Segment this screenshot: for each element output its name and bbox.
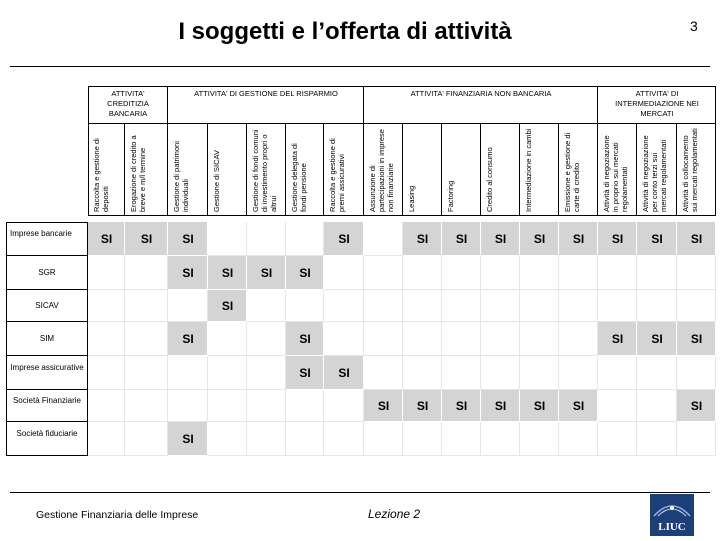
si-mark: SI — [572, 399, 585, 413]
table-cell — [324, 256, 364, 290]
si-mark: SI — [533, 399, 546, 413]
table-cell — [168, 356, 208, 390]
si-mark: SI — [494, 232, 507, 246]
si-mark: SI — [140, 232, 153, 246]
si-mark: SI — [690, 399, 703, 413]
table-cell — [559, 322, 598, 356]
si-mark: SI — [299, 266, 311, 280]
row-label: Imprese bancarie — [10, 229, 72, 238]
column-label: Raccolta e gestione di depositi — [92, 138, 110, 212]
table-cell — [88, 390, 125, 422]
table-cell — [324, 322, 364, 356]
group-label: ATTIVITA' DI GESTIONE DEL RISPARMIO — [194, 89, 338, 98]
table-cell — [403, 256, 442, 290]
table-cell — [403, 422, 442, 456]
footer-course: Gestione Finanziaria delle Imprese — [36, 509, 199, 521]
si-mark: SI — [182, 266, 194, 280]
table-cell — [208, 422, 247, 456]
table-cell — [247, 290, 286, 322]
table-cell — [324, 422, 364, 456]
table-cell — [637, 256, 677, 290]
si-mark: SI — [182, 332, 194, 346]
table-cell — [403, 322, 442, 356]
row-label-cell — [6, 390, 88, 422]
table-cell — [520, 322, 559, 356]
si-mark: SI — [221, 266, 234, 280]
table-cell — [559, 256, 598, 290]
table-cell — [208, 322, 247, 356]
table-cell — [364, 222, 403, 256]
column-label: Gestione di SICAV — [212, 150, 221, 212]
row-label: Società fiduciarie — [16, 429, 78, 438]
title-divider — [10, 66, 710, 67]
si-mark: SI — [221, 299, 234, 313]
table-cell — [481, 356, 520, 390]
table-cell — [598, 256, 637, 290]
si-mark: SI — [533, 232, 546, 246]
table-cell — [403, 356, 442, 390]
si-mark: SI — [690, 332, 703, 346]
table-cell — [125, 390, 168, 422]
si-mark: SI — [182, 232, 194, 246]
table-cell — [125, 290, 168, 322]
table-cell — [520, 256, 559, 290]
si-mark: SI — [572, 232, 585, 246]
table-cell — [247, 322, 286, 356]
column-label: Erogazione di credito a breve e m/l termine — [129, 135, 147, 212]
table-cell — [442, 290, 481, 322]
table-cell — [247, 390, 286, 422]
row-label: SGR — [38, 268, 56, 277]
table-cell — [559, 422, 598, 456]
si-mark: SI — [299, 366, 311, 380]
table-cell — [88, 290, 125, 322]
si-mark: SI — [651, 232, 663, 246]
table-cell — [125, 422, 168, 456]
row-label: Società Finanziarie — [12, 396, 82, 405]
table-cell — [364, 322, 403, 356]
table-cell — [637, 422, 677, 456]
table-cell — [442, 356, 481, 390]
column-label: Raccolta e gestione di premi assicurativi — [328, 138, 346, 212]
table-cell — [208, 356, 247, 390]
table-cell — [88, 256, 125, 290]
table-cell — [247, 356, 286, 390]
table-cell — [324, 290, 364, 322]
si-mark: SI — [100, 232, 113, 246]
si-mark: SI — [455, 232, 468, 246]
table-cell — [364, 422, 403, 456]
si-mark: SI — [416, 399, 429, 413]
table-cell — [286, 390, 324, 422]
column-label: Factoring — [446, 180, 455, 212]
column-label: Gestione di fondi comuni di investimento propri o altrui — [251, 129, 278, 212]
column-label: Gestione di patrimoni individuali — [172, 141, 190, 212]
table-cell — [364, 256, 403, 290]
column-label: Emissione e gestione di carte di credito — [563, 132, 581, 212]
table-cell — [637, 356, 677, 390]
si-mark: SI — [299, 332, 311, 346]
table-cell — [520, 422, 559, 456]
si-mark: SI — [260, 266, 273, 280]
column-label: Gestione delegata di fondi pensione — [290, 143, 308, 212]
table-cell — [88, 356, 125, 390]
table-cell — [168, 290, 208, 322]
table-cell — [677, 290, 716, 322]
column-label: Leasing — [407, 185, 416, 212]
row-label: SIM — [39, 334, 55, 343]
table-cell — [364, 290, 403, 322]
table-cell — [125, 256, 168, 290]
table-cell — [481, 290, 520, 322]
table-cell — [286, 290, 324, 322]
si-mark: SI — [690, 232, 703, 246]
table-cell — [88, 422, 125, 456]
si-mark: SI — [338, 232, 350, 246]
si-mark: SI — [338, 366, 350, 380]
table-cell — [677, 422, 716, 456]
row-label: Imprese assicurative — [10, 363, 84, 372]
table-cell — [637, 290, 677, 322]
table-cell — [598, 390, 637, 422]
group-label: ATTIVITA' CREDITIZIA BANCARIA — [107, 89, 149, 118]
footer-divider — [10, 492, 710, 493]
page-title: I soggetti e l’offerta di attività — [178, 18, 512, 45]
table-cell — [247, 422, 286, 456]
si-mark: SI — [416, 232, 429, 246]
table-cell — [559, 356, 598, 390]
column-label: Intermediazione in cambi — [524, 128, 533, 212]
column-label: Attività di negoziazione in proprio sui mercati regolamentati — [602, 135, 629, 212]
column-label: Assunzione di partecipazioni in imprese non finanziarie — [368, 129, 395, 212]
table-cell — [208, 222, 247, 256]
table-cell — [442, 322, 481, 356]
page-number: 3 — [690, 18, 698, 34]
table-cell — [481, 322, 520, 356]
table-cell — [324, 390, 364, 422]
si-mark: SI — [611, 332, 624, 346]
table-cell — [208, 390, 247, 422]
group-label: ATTIVITA' DI INTERMEDIAZIONE NEI MERCATI — [615, 89, 699, 118]
table-cell — [598, 290, 637, 322]
table-cell — [637, 390, 677, 422]
column-label: Credito al consumo — [485, 147, 494, 212]
table-cell — [286, 222, 324, 256]
si-mark: SI — [377, 399, 390, 413]
si-mark: SI — [611, 232, 624, 246]
table-cell — [481, 422, 520, 456]
table-cell — [168, 390, 208, 422]
table-cell — [442, 256, 481, 290]
row-label-cell — [6, 356, 88, 390]
row-label-cell — [6, 422, 88, 456]
table-cell — [88, 322, 125, 356]
si-mark: SI — [182, 432, 194, 446]
table-cell — [247, 222, 286, 256]
table-cell — [520, 356, 559, 390]
si-mark: SI — [455, 399, 468, 413]
table-cell — [677, 256, 716, 290]
table-cell — [364, 356, 403, 390]
table-cell — [403, 290, 442, 322]
row-label: SICAV — [35, 301, 59, 310]
row-label-cell — [6, 222, 88, 256]
table-cell — [598, 422, 637, 456]
table-cell — [442, 422, 481, 456]
table-cell — [520, 290, 559, 322]
group-label: ATTIVITA' FINANZIARIA NON BANCARIA — [410, 89, 552, 98]
si-mark: SI — [494, 399, 507, 413]
table-cell — [677, 356, 716, 390]
table-cell — [481, 256, 520, 290]
table-cell — [598, 356, 637, 390]
si-mark: SI — [651, 332, 663, 346]
table-cell — [286, 422, 324, 456]
table-cell — [125, 356, 168, 390]
liuc-logo — [650, 494, 694, 536]
column-label: Attività di collocamento sui mercati regolamentati — [681, 128, 699, 212]
table-cell — [559, 290, 598, 322]
footer-lesson: Lezione 2 — [368, 507, 421, 521]
column-label: Attività di negoziazione per conto terzi sui mercati regolamentati — [641, 135, 668, 212]
logo-text: LIUC — [658, 521, 686, 533]
table-cell — [125, 322, 168, 356]
